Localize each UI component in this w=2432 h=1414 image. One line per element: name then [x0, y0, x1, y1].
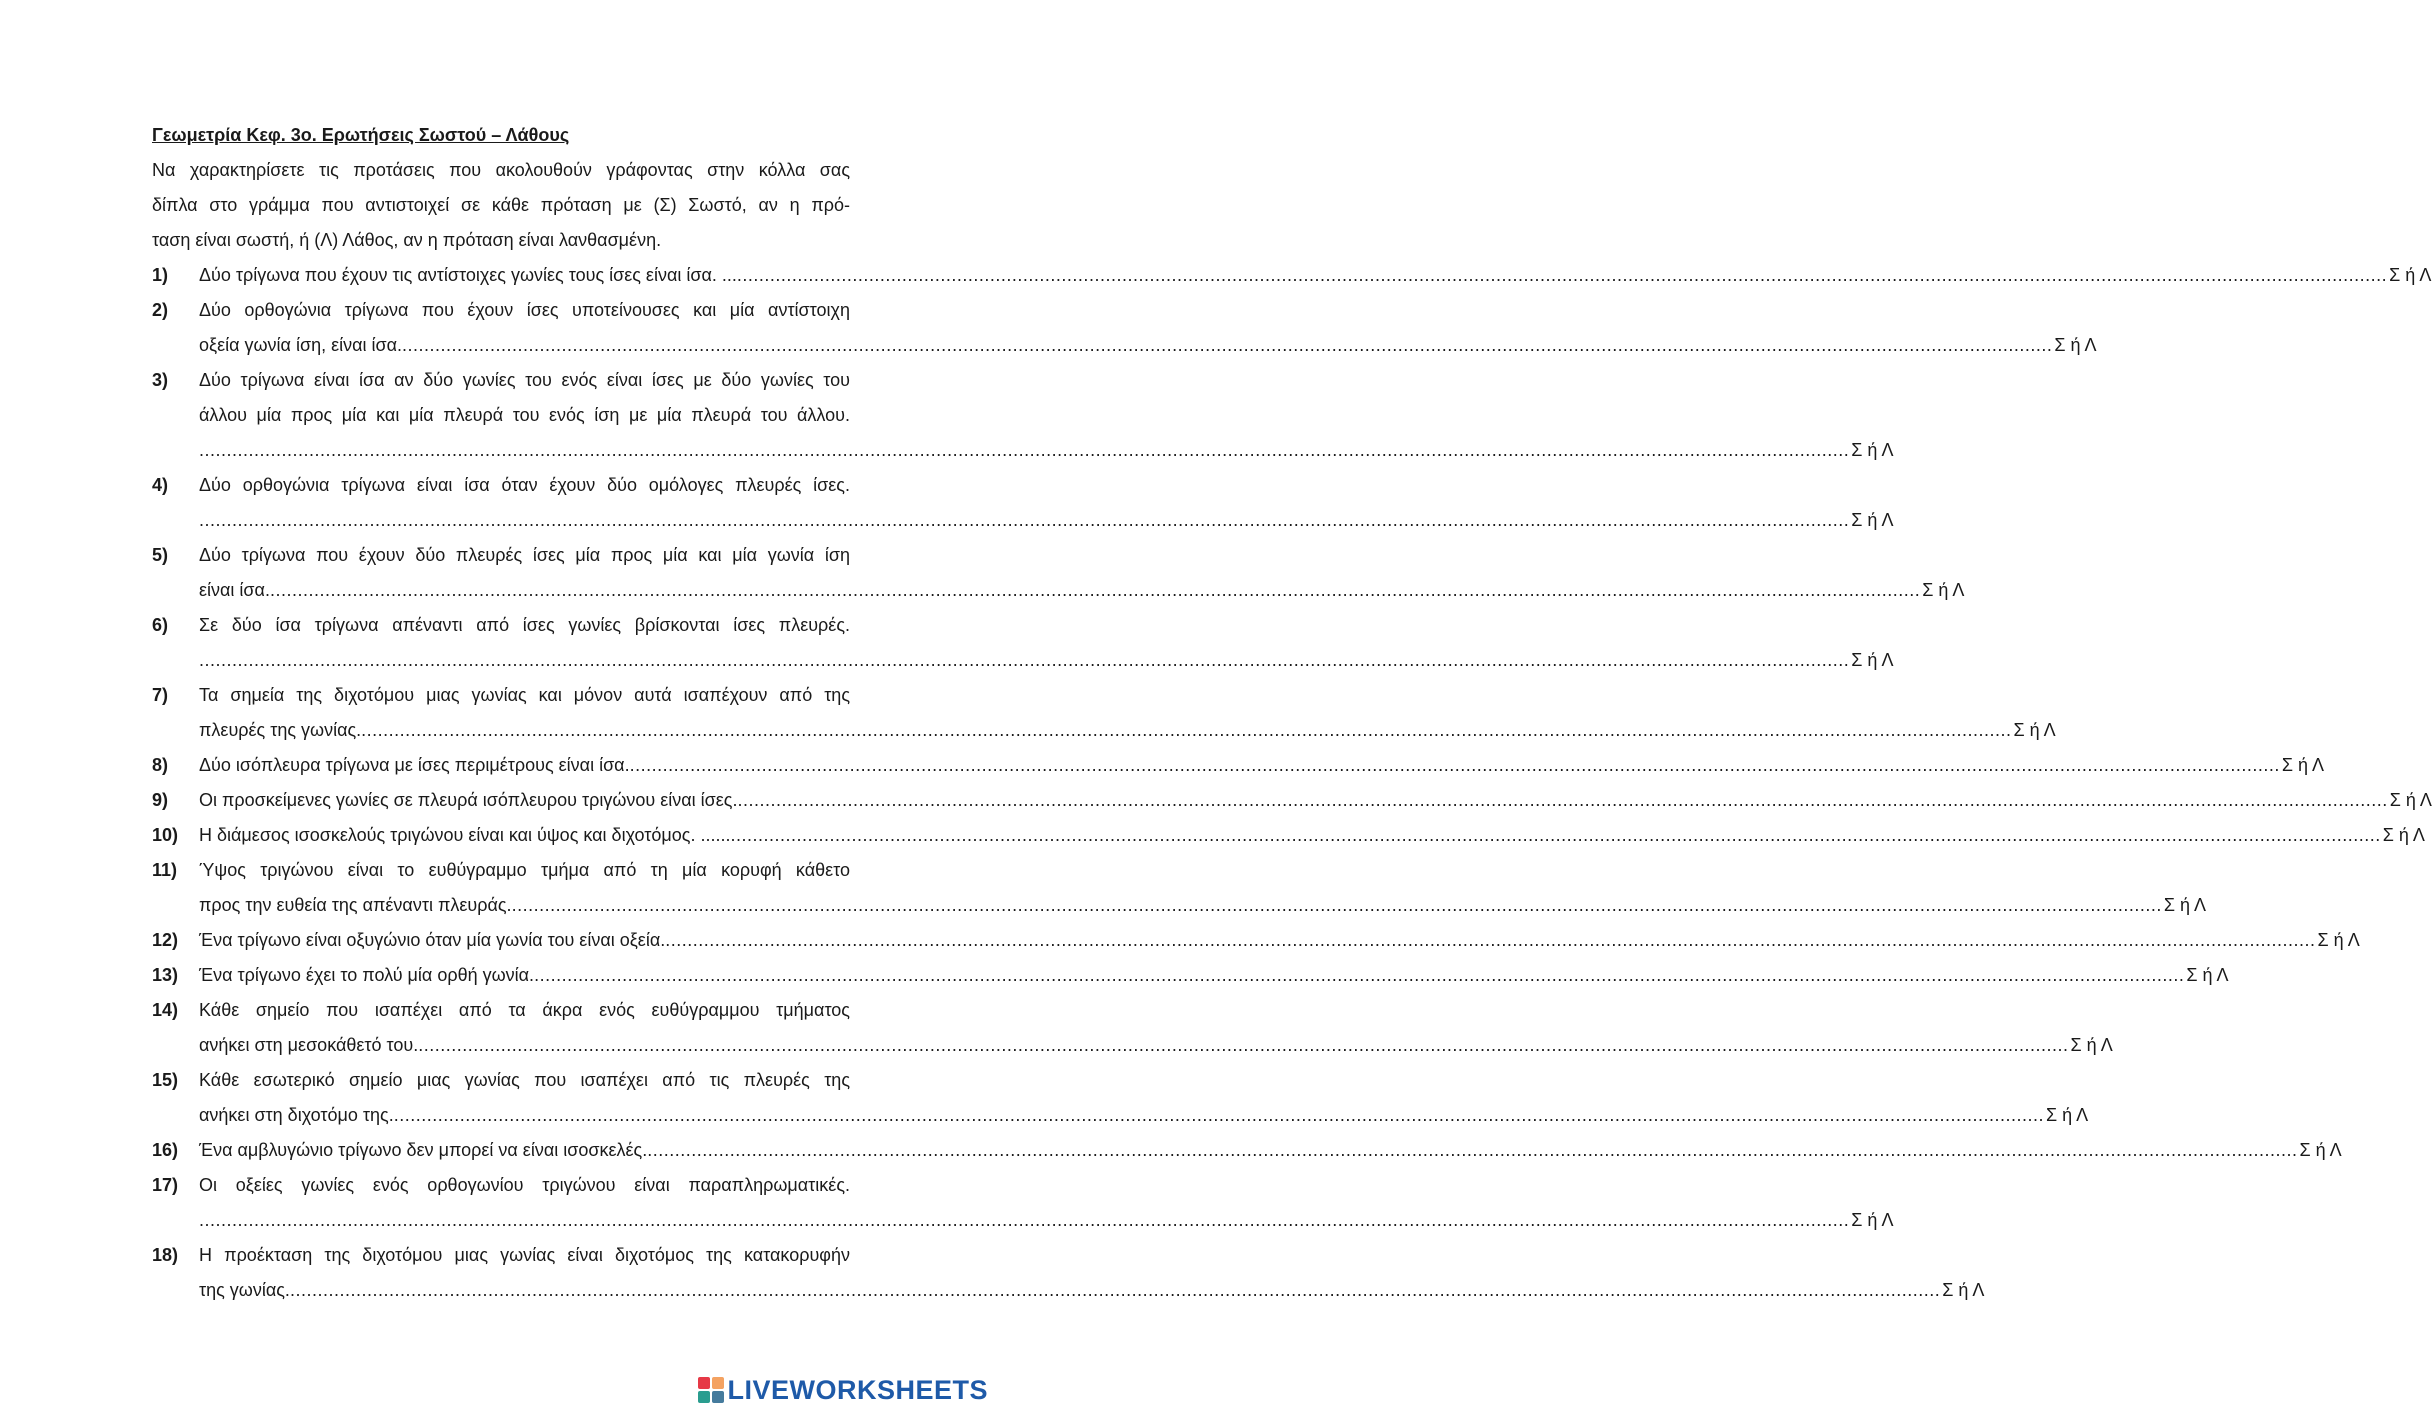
- question-text: Κάθε σημείο που ισαπέχει από τα άκρα ενός ευθύγραμμου τμήματος: [199, 1000, 850, 1020]
- logo-square: [698, 1377, 710, 1389]
- instructions-line: ταση είναι σωστή, ή (Λ) Λάθος, αν η πρόταση είναι λανθασμένη.: [152, 230, 662, 250]
- question-answer-line: [199, 888, 2207, 923]
- answer-choice: Σ ή Λ: [2070, 1035, 2113, 1055]
- dotted-leader: ............................................................................................................................................................................................................................................................................................................: [393, 1105, 2045, 1125]
- question-number: 18): [152, 1245, 179, 1265]
- question-answer-line: [199, 783, 2432, 818]
- question-number: 8): [152, 755, 169, 775]
- answer-choice: Σ ή Λ: [1942, 1280, 1985, 1300]
- question-answer-line: [199, 1133, 2342, 1168]
- question-answer-line: [199, 643, 1894, 678]
- dotted-leader: ............................................................................................................................................................................................................................................................................................................: [289, 1280, 1941, 1300]
- question-number: 17): [152, 1175, 179, 1195]
- question-text: Οι προσκείμενες γωνίες σε πλευρά ισόπλευρου τριγώνου είναι ίσες.: [199, 790, 738, 810]
- question-text: Δύο τρίγωνα που έχουν δύο πλευρές ίσες μία προς μία και μία γωνία ίση: [199, 545, 850, 565]
- logo-mark-icon: [698, 1377, 724, 1403]
- question-answer-line: [199, 958, 2229, 993]
- question-answer-line: [199, 923, 2360, 958]
- worksheet-title: Γεωμετρία Κεφ. 3ο. Ερωτήσεις Σωστού – Λάθους: [152, 125, 570, 145]
- dotted-leader: ............................................................................................................................................................................................................................................................................................................: [199, 440, 1850, 460]
- dotted-leader: ............................................................................................................................................................................................................................................................................................................: [511, 895, 2162, 915]
- question-text: ανήκει στη μεσοκάθετό του.: [199, 1035, 419, 1055]
- instructions-line: Να χαρακτηρίσετε τις προτάσεις που ακολουθούν γράφοντας στην κόλλα σας: [152, 160, 850, 180]
- question-item: [152, 993, 2113, 1063]
- question-text: άλλου μία προς μία και μία πλευρά του ενός ίση με μία πλευρά του άλλου.: [199, 405, 850, 425]
- logo-square: [712, 1391, 724, 1403]
- question-item: [152, 818, 2425, 853]
- question-item: [152, 853, 2207, 923]
- answer-choice: Σ ή Λ: [1851, 440, 1894, 460]
- question-text: Ένα τρίγωνο έχει το πολύ μία ορθή γωνία.: [199, 965, 535, 985]
- answer-choice: Σ ή Λ: [2163, 895, 2207, 915]
- logo-square: [698, 1391, 710, 1403]
- question-text: Οι οξείες γωνίες ενός ορθογωνίου τριγώνου είναι παραπληρωματικές.: [199, 1175, 850, 1195]
- question-item: [152, 958, 2229, 993]
- question-text: προς την ευθεία της απέναντι πλευράς.: [199, 895, 512, 915]
- logo-square: [712, 1377, 724, 1389]
- question-number: 15): [152, 1070, 179, 1090]
- question-item: [152, 678, 2056, 748]
- question-text: πλευρές της γωνίας.: [199, 720, 362, 740]
- question-answer-line: [199, 503, 1894, 538]
- worksheet: [152, 118, 2432, 1308]
- dotted-leader: ............................................................................................................................................................................................................................................................................................................: [269, 580, 1921, 600]
- answer-choice: Σ ή Λ: [2317, 930, 2360, 950]
- question-text: Δύο τρίγωνα είναι ίσα αν δύο γωνίες του ενός είναι ίσες με δύο γωνίες του: [199, 370, 850, 390]
- question-text: Δύο ορθογώνια τρίγωνα είναι ίσα όταν έχουν δύο ομόλογες πλευρές ίσες.: [199, 475, 850, 495]
- question-item: [152, 608, 1894, 678]
- question-answer-line: [199, 1028, 2113, 1063]
- dotted-leader: ............................................................................................................................................................................................................................................................................................................: [647, 1140, 2298, 1160]
- question-text: Ένα αμβλυγώνιο τρίγωνο δεν μπορεί να είναι ισοσκελές.: [199, 1140, 648, 1160]
- question-item: [152, 1133, 2342, 1168]
- question-item: [152, 1238, 1985, 1308]
- question-item: [152, 923, 2360, 958]
- question-item: [152, 748, 2325, 783]
- question-answer-line: [199, 748, 2325, 783]
- question-number: 2): [152, 300, 169, 320]
- question-text: Ένα τρίγωνο είναι οξυγώνιο όταν μία γωνία του είναι οξεία.: [199, 930, 666, 950]
- question-number: 16): [152, 1140, 179, 1160]
- dotted-leader: ............................................................................................................................................................................................................................................................................................................: [361, 720, 2012, 740]
- question-list: [152, 258, 2432, 1308]
- answer-choice: Σ ή Λ: [1851, 510, 1894, 530]
- question-text: ανήκει στη διχοτόμο της.: [199, 1105, 394, 1125]
- logo-text: LIVEWORKSHEETS: [727, 1374, 988, 1405]
- instructions-line: δίπλα στο γράμμα που αντιστοιχεί σε κάθε πρόταση με (Σ) Σωστό, αν η πρό-: [152, 195, 850, 215]
- answer-choice: Σ ή Λ: [2281, 755, 2325, 775]
- question-text: είναι ίσα.: [199, 580, 270, 600]
- liveworksheets-logo: [698, 1372, 988, 1408]
- dotted-leader: ............................................................................................................................................................................................................................................................................................................: [736, 265, 2388, 285]
- answer-choice: Σ ή Λ: [2046, 1105, 2089, 1125]
- question-item: [152, 538, 1965, 608]
- question-number: 13): [152, 965, 179, 985]
- answer-choice: Σ ή Λ: [2382, 825, 2425, 845]
- question-text: της γωνίας.: [199, 1280, 290, 1300]
- dotted-leader: ............................................................................................................................................................................................................................................................................................................: [199, 1210, 1850, 1230]
- question-answer-line: [199, 1098, 2089, 1133]
- question-item: [152, 363, 1894, 468]
- dotted-leader: ............................................................................................................................................................................................................................................................................................................: [665, 930, 2316, 950]
- question-item: [152, 293, 2097, 363]
- question-text: Τα σημεία της διχοτόμου μιας γωνίας και μόνον αυτά ισαπέχουν από της: [199, 685, 850, 705]
- dotted-leader: ............................................................................................................................................................................................................................................................................................................: [199, 650, 1850, 670]
- question-text: Η προέκταση της διχοτόμου μιας γωνίας είναι διχοτόμος της κατακορυφήν: [199, 1245, 850, 1265]
- question-text: Ύψος τριγώνου είναι το ευθύγραμμο τμήμα από τη μία κορυφή κάθετο: [199, 860, 850, 880]
- dotted-leader: ............................................................................................................................................................................................................................................................................................................: [199, 510, 1850, 530]
- question-number: 9): [152, 790, 169, 810]
- question-number: 1): [152, 265, 169, 285]
- question-number: 11): [152, 860, 178, 880]
- question-text: Δύο ισόπλευρα τρίγωνα με ίσες περιμέτρους είναι ίσα.: [199, 755, 630, 775]
- dotted-leader: ............................................................................................................................................................................................................................................................................................................: [737, 790, 2388, 810]
- question-answer-line: [199, 1203, 1894, 1238]
- question-answer-line: [199, 818, 2425, 853]
- question-number: 10): [152, 825, 179, 845]
- dotted-leader: ............................................................................................................................................................................................................................................................................................................: [418, 1035, 2069, 1055]
- question-answer-line: [199, 573, 1965, 608]
- question-number: 14): [152, 1000, 179, 1020]
- answer-choice: Σ ή Λ: [2299, 1140, 2342, 1160]
- question-number: 7): [152, 685, 169, 705]
- question-text: Σε δύο ίσα τρίγωνα απέναντι από ίσες γωνίες βρίσκονται ίσες πλευρές.: [199, 615, 850, 635]
- question-number: 6): [152, 615, 169, 635]
- question-text: Κάθε εσωτερικό σημείο μιας γωνίας που ισαπέχει από τις πλευρές της: [199, 1070, 850, 1090]
- answer-choice: Σ ή Λ: [1922, 580, 1965, 600]
- question-text: οξεία γωνία ίση, είναι ίσα.: [199, 335, 403, 355]
- question-answer-line: [199, 1273, 1985, 1308]
- dotted-leader: ............................................................................................................................................................................................................................................................................................................: [402, 335, 2053, 355]
- question-text: Δύο τρίγωνα που έχουν τις αντίστοιχες γωνίες τους ίσες είναι ίσα. ...: [199, 265, 737, 285]
- question-answer-line: [199, 713, 2056, 748]
- question-number: 5): [152, 545, 169, 565]
- dotted-leader: ............................................................................................................................................................................................................................................................................................................: [629, 755, 2280, 775]
- question-item: [152, 783, 2432, 818]
- question-number: 4): [152, 475, 169, 495]
- question-item: [152, 1168, 1894, 1238]
- question-number: 12): [152, 930, 179, 950]
- instructions: [152, 153, 850, 258]
- answer-choice: Σ ή Λ: [2389, 265, 2432, 285]
- answer-choice: Σ ή Λ: [2013, 720, 2056, 740]
- question-item: [152, 468, 1894, 538]
- question-item: [152, 258, 2432, 293]
- question-item: [152, 1063, 2089, 1133]
- answer-choice: Σ ή Λ: [2186, 965, 2229, 985]
- question-answer-line: [199, 328, 2097, 363]
- dotted-leader: ............................................................................................................................................................................................................................................................................................................: [730, 825, 2381, 845]
- answer-choice: Σ ή Λ: [2389, 790, 2432, 810]
- answer-choice: Σ ή Λ: [1851, 650, 1894, 670]
- answer-choice: Σ ή Λ: [2054, 335, 2097, 355]
- question-number: 3): [152, 370, 169, 390]
- question-answer-line: [199, 258, 2432, 293]
- question-text: Δύο ορθογώνια τρίγωνα που έχουν ίσες υποτείνουσες και μία αντίστοιχη: [199, 300, 850, 320]
- answer-choice: Σ ή Λ: [1851, 1210, 1894, 1230]
- dotted-leader: ............................................................................................................................................................................................................................................................................................................: [534, 965, 2185, 985]
- question-text: Η διάμεσος ισοσκελούς τριγώνου είναι και ύψος και διχοτόμος. ......: [199, 825, 731, 845]
- question-answer-line: [199, 433, 1894, 468]
